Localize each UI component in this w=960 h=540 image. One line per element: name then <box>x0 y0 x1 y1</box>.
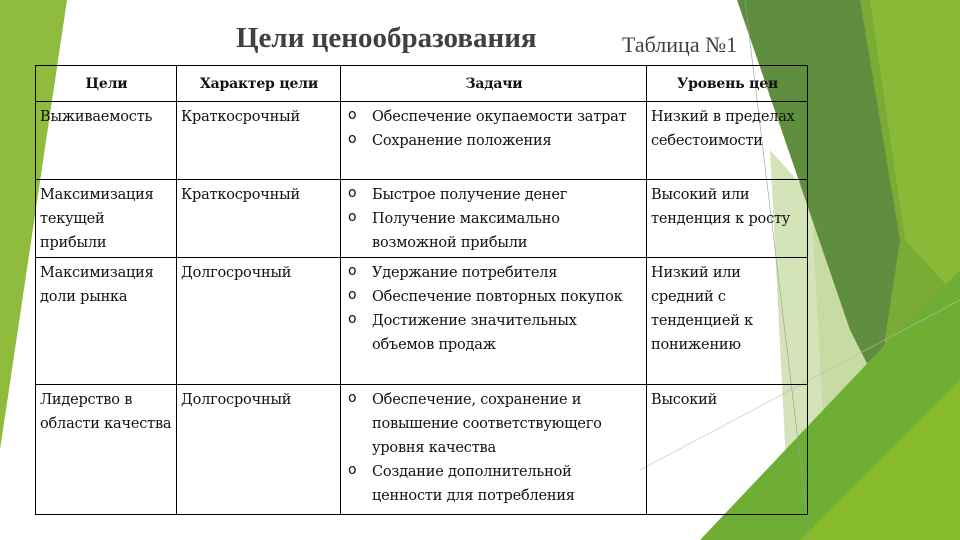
table-row <box>36 385 808 515</box>
task-item: o Сохранение положения <box>372 129 643 153</box>
cell-tasks <box>341 102 647 180</box>
cell-character: Долгосрочный <box>177 385 341 515</box>
cell-character: Долгосрочный <box>177 258 341 385</box>
task-item: o Быстрое получение денег <box>372 183 643 207</box>
header-tasks: Задачи <box>341 66 647 102</box>
cell-price-level: Высокий или тенденция к росту <box>647 180 808 258</box>
cell-goal: Лидерство в области качества <box>36 385 177 515</box>
cell-goal: Максимизация доли рынка <box>36 258 177 385</box>
cell-goal: Выживаемость <box>36 102 177 180</box>
table-row <box>36 180 808 258</box>
cell-price-level: Низкий или средний с тенденцией к понижению <box>647 258 808 385</box>
task-item: o Достижение значительных объемов продаж <box>372 309 643 357</box>
table-row <box>36 258 808 385</box>
cell-tasks <box>341 385 647 515</box>
cell-character: Краткосрочный <box>177 180 341 258</box>
table-row <box>36 102 808 180</box>
task-item: o Удержание потребителя <box>372 261 643 285</box>
cell-price-level: Высокий <box>647 385 808 515</box>
slide-title: Цели ценообразования <box>236 22 537 54</box>
cell-goal: Максимизация текущей прибыли <box>36 180 177 258</box>
table-header-row <box>36 66 808 102</box>
cell-price-level: Низкий в пределах себестоимости <box>647 102 808 180</box>
header-goals: Цели <box>36 66 177 102</box>
task-item: o Обеспечение повторных покупок <box>372 285 643 309</box>
header-character: Характер цели <box>177 66 341 102</box>
task-item: o Обеспечение, сохранение и повышение соответствующего уровня качества <box>372 388 643 460</box>
header-price-level: Уровень цен <box>647 66 808 102</box>
pricing-goals-table <box>35 65 808 515</box>
cell-tasks <box>341 180 647 258</box>
table-number: Таблица №1 <box>622 32 738 57</box>
cell-tasks <box>341 258 647 385</box>
task-item: o Создание дополнительной ценности для потребления <box>372 460 643 508</box>
cell-character: Краткосрочный <box>177 102 341 180</box>
task-item: o Получение максимально возможной прибыли <box>372 207 643 255</box>
task-item: o Обеспечение окупаемости затрат <box>372 105 643 129</box>
